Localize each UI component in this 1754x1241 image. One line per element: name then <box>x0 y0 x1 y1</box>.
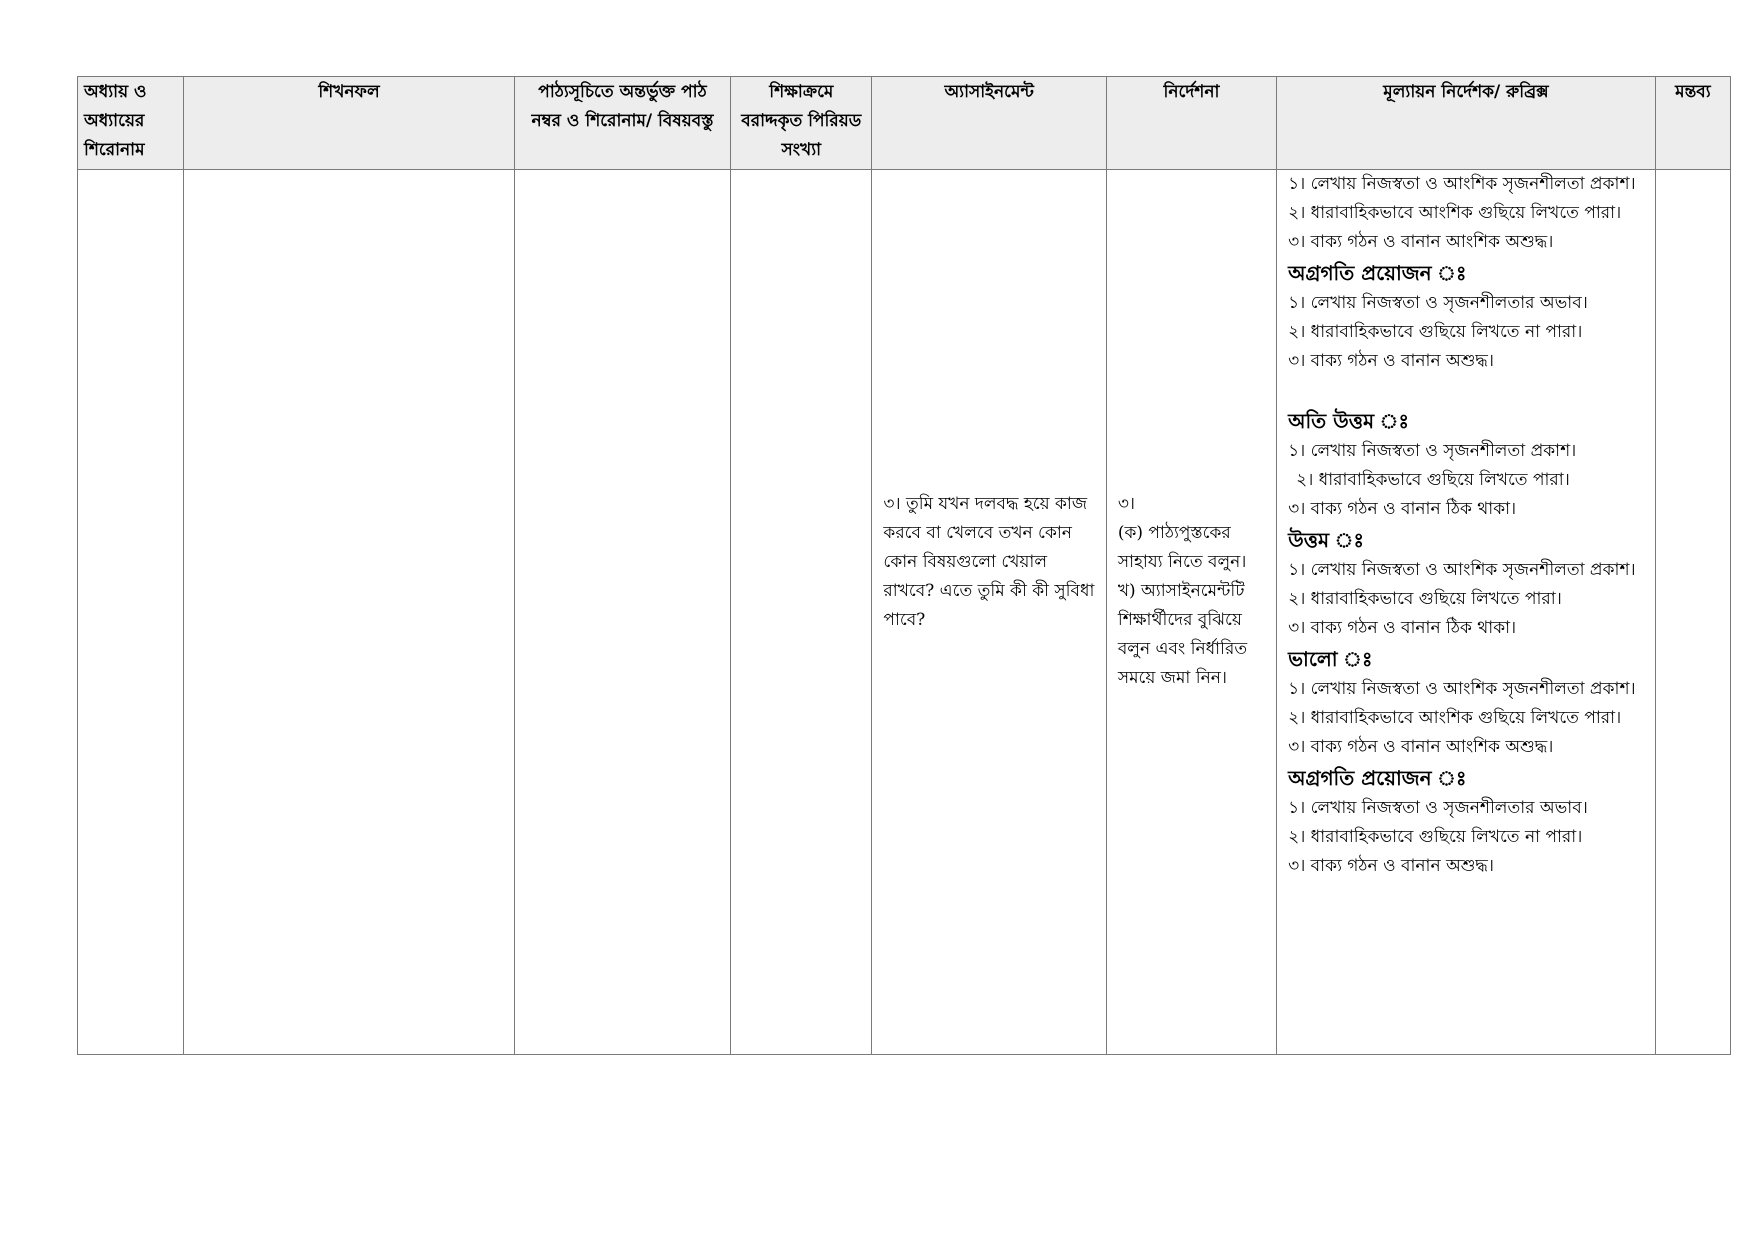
rubric-line: ৩। বাক্য গঠন ও বানান অশুদ্ধ। <box>1288 856 1494 876</box>
rubric-line: ২। ধারাবাহিকভাবে গুছিয়ে লিখতে না পারা। <box>1288 827 1583 847</box>
rubric-line: ২। ধারাবাহিকভাবে গুছিয়ে লিখতে পারা। <box>1288 589 1562 609</box>
grade-heading-needs-progress: অগ্রগতি প্রয়োজন ঃ <box>1288 766 1467 790</box>
lesson-plan-table <box>77 76 1731 1055</box>
cell-rubric <box>1277 170 1656 1055</box>
header-remarks: মন্তব্য <box>1655 77 1730 170</box>
rubric-line: ৩। বাক্য গঠন ও বানান ঠিক থাকা। <box>1288 499 1517 519</box>
grade-heading-excellent: অতি উত্তম ঃ <box>1288 409 1410 433</box>
header-lesson-content: পাঠ্যসূচিতে অন্তর্ভুক্ত পাঠ নম্বর ও শিরোনাম/ বিষয়বস্তু <box>514 77 730 170</box>
header-rubric: মূল্যায়ন নির্দেশক/ রুব্রিক্স <box>1277 77 1656 170</box>
cell-chapter <box>78 170 184 1055</box>
assignment-text: ৩। তুমি যখন দলবদ্ধ হয়ে কাজ করবে বা খেলবে তখন কোন কোন বিষয়গুলো খেয়াল রাখবে? এতে তুমি কী কী সুবিধা পাবে? <box>883 494 1095 630</box>
grade-heading-progress-top: অগ্রগতি প্রয়োজন ঃ <box>1288 261 1467 285</box>
grade-heading-fair: ভালো ঃ <box>1288 647 1373 671</box>
rubric-line: ২। ধারাবাহিকভাবে গুছিয়ে লিখতে না পারা। <box>1288 322 1583 342</box>
grade-heading-good: উত্তম ঃ <box>1288 528 1365 552</box>
cell-remarks <box>1655 170 1730 1055</box>
cell-lesson-content <box>514 170 730 1055</box>
cell-assignment <box>872 170 1106 1055</box>
header-guidance: নির্দেশনা <box>1106 77 1276 170</box>
header-learning-outcome: শিখনফল <box>184 77 515 170</box>
rubric-line: ৩। বাক্য গঠন ও বানান আংশিক অশুদ্ধ। <box>1288 232 1554 252</box>
header-assignment: অ্যাসাইনমেন্ট <box>872 77 1106 170</box>
rubric-content <box>1277 170 1655 881</box>
rubric-line: ২। ধারাবাহিকভাবে আংশিক গুছিয়ে লিখতে পারা। <box>1288 708 1622 728</box>
header-chapter: অধ্যায় ও অধ্যায়ের শিরোনাম <box>78 77 184 170</box>
rubric-line: ২। ধারাবাহিকভাবে আংশিক গুছিয়ে লিখতে পারা। <box>1288 203 1622 223</box>
cell-guidance <box>1106 170 1276 1055</box>
rubric-line: ১। লেখায় নিজস্বতা ও আংশিক সৃজনশীলতা প্রকাশ। <box>1288 174 1636 194</box>
rubric-line: ২। ধারাবাহিকভাবে গুছিয়ে লিখতে পারা। <box>1296 470 1570 490</box>
cell-learning-outcome <box>184 170 515 1055</box>
rubric-line: ১। লেখায় নিজস্বতা ও আংশিক সৃজনশীলতা প্রকাশ। <box>1288 679 1636 699</box>
rubric-line: ১। লেখায় নিজস্বতা ও আংশিক সৃজনশীলতা প্রকাশ। <box>1288 560 1636 580</box>
rubric-line: ৩। বাক্য গঠন ও বানান ঠিক থাকা। <box>1288 618 1517 638</box>
guidance-item-a: (ক) পাঠ্যপুস্তকের সাহায্য নিতে বলুন। <box>1117 523 1247 572</box>
rubric-line: ১। লেখায় নিজস্বতা ও সৃজনশীলতার অভাব। <box>1288 798 1588 818</box>
cell-period-count <box>731 170 872 1055</box>
guidance-item-b: খ) অ্যাসাইনমেন্টটি শিক্ষার্থীদের বুঝিয়ে বলুন এবং নির্ধারিত সময়ে জমা নিন। <box>1117 581 1248 688</box>
rubric-spacer <box>1288 376 1651 405</box>
rubric-line: ১। লেখায় নিজস্বতা ও সৃজনশীলতা প্রকাশ। <box>1288 441 1577 461</box>
header-period-count: শিক্ষাক্রমে বরাদ্দকৃত পিরিয়ড সংখ্যা <box>731 77 872 170</box>
table-row <box>78 170 1731 1055</box>
rubric-line: ৩। বাক্য গঠন ও বানান আংশিক অশুদ্ধ। <box>1288 737 1554 757</box>
rubric-line: ১। লেখায় নিজস্বতা ও সৃজনশীলতার অভাব। <box>1288 293 1588 313</box>
header-row <box>78 77 1731 170</box>
guidance-number: ৩। <box>1117 494 1135 514</box>
rubric-line: ৩। বাক্য গঠন ও বানান অশুদ্ধ। <box>1288 351 1494 371</box>
